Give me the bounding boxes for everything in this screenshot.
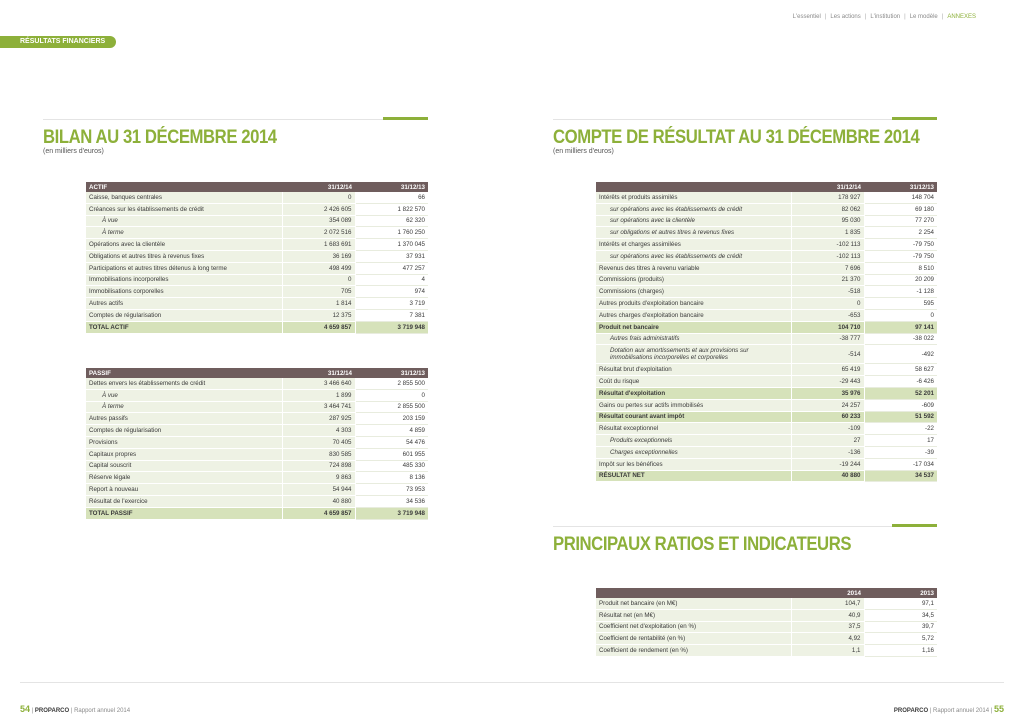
actif-table xyxy=(86,182,428,334)
nav-separator: | xyxy=(824,14,827,20)
row-label: Gains ou pertes sur actifs immobilisés xyxy=(596,399,791,411)
value-previous: 69 180 xyxy=(864,203,937,215)
bilan-title: BILAN AU 31 DÉCEMBRE 2014 xyxy=(43,127,277,148)
value-previous: 39,7 xyxy=(864,621,937,633)
value-previous: 4 xyxy=(355,274,428,286)
row-label: Produit net bancaire (en M€) xyxy=(596,598,791,609)
row-label: À terme xyxy=(86,227,282,239)
row-label: Obligations et autres titres à revenus fixes xyxy=(86,250,282,262)
row-label: Charges exceptionnelles xyxy=(596,446,791,458)
row-label: Résultat brut d'exploitation xyxy=(596,364,791,376)
value-current: 2 072 516 xyxy=(282,227,355,239)
table-row xyxy=(86,507,428,519)
table-row xyxy=(86,484,428,496)
footer-left xyxy=(20,704,130,714)
nav-item-annexes[interactable]: ANNEXES xyxy=(947,14,976,20)
table-row xyxy=(86,227,428,239)
value-previous: 3 719 xyxy=(355,298,428,310)
table-row xyxy=(596,435,937,447)
row-label: Coût du risque xyxy=(596,376,791,388)
nav-separator: | xyxy=(864,14,867,20)
row-label: Caisse, banques centrales xyxy=(86,192,282,203)
value-current: 27 xyxy=(791,435,864,447)
nav-separator: | xyxy=(941,14,944,20)
table-row xyxy=(596,274,937,286)
value-previous: 37 931 xyxy=(355,250,428,262)
value-previous: 62 320 xyxy=(355,215,428,227)
value-previous: 51 592 xyxy=(864,411,937,423)
passif-header-label: PASSIF xyxy=(86,368,282,378)
value-previous: 73 953 xyxy=(355,484,428,496)
value-previous: 58 627 xyxy=(864,364,937,376)
title-accent xyxy=(383,117,428,120)
value-previous: 8 136 xyxy=(355,472,428,484)
bilan-subtitle: (en milliers d'euros) xyxy=(43,148,104,155)
table-row xyxy=(86,239,428,251)
value-current: 104,7 xyxy=(791,598,864,609)
value-previous: 34 536 xyxy=(355,495,428,507)
row-label: Dotation aux amortissements et aux provisions sur immobilisations incorporelles et corporelles xyxy=(596,345,791,364)
footer-rule xyxy=(20,682,1004,683)
table-row xyxy=(596,621,937,633)
value-current: 60 233 xyxy=(791,411,864,423)
value-current: 354 089 xyxy=(282,215,355,227)
value-current: 498 499 xyxy=(282,262,355,274)
value-previous: 974 xyxy=(355,286,428,298)
row-label: Autres frais administratifs xyxy=(596,333,791,345)
table-row xyxy=(596,645,937,657)
value-current: 65 419 xyxy=(791,364,864,376)
row-label: À vue xyxy=(86,389,282,401)
value-current: 1 835 xyxy=(791,227,864,239)
value-previous: 595 xyxy=(864,298,937,310)
ratios-header-2014: 2014 xyxy=(791,588,864,598)
value-current: -102 113 xyxy=(791,250,864,262)
value-current: 24 257 xyxy=(791,399,864,411)
row-label: Commissions (produits) xyxy=(596,274,791,286)
table-row xyxy=(86,460,428,472)
table-row xyxy=(596,250,937,262)
table-row xyxy=(86,309,428,321)
actif-header-label: ACTIF xyxy=(86,182,282,192)
value-previous: -17 034 xyxy=(864,458,937,470)
table-row xyxy=(86,215,428,227)
table-row xyxy=(596,399,937,411)
value-current: 1 683 691 xyxy=(282,239,355,251)
row-label: À terme xyxy=(86,401,282,413)
value-previous: -6 426 xyxy=(864,376,937,388)
value-current: 9 863 xyxy=(282,472,355,484)
value-current: -109 xyxy=(791,423,864,435)
value-current: 95 030 xyxy=(791,215,864,227)
table-row xyxy=(596,286,937,298)
value-current: 1 899 xyxy=(282,389,355,401)
value-current: 1 814 xyxy=(282,298,355,310)
value-previous: 1 822 570 xyxy=(355,203,428,215)
table-row xyxy=(86,286,428,298)
compte-table xyxy=(596,182,937,482)
footer-separator: | xyxy=(990,708,993,714)
row-label: Créances sur les établissements de crédit xyxy=(86,203,282,215)
row-label: Participations et autres titres détenus à long terme xyxy=(86,262,282,274)
value-current: -514 xyxy=(791,345,864,364)
value-current: 4 303 xyxy=(282,425,355,437)
row-label: Autres actifs xyxy=(86,298,282,310)
ratios-header-2013: 2013 xyxy=(864,588,937,598)
table-row xyxy=(86,250,428,262)
value-current: -102 113 xyxy=(791,239,864,251)
value-current: -136 xyxy=(791,446,864,458)
value-current: 36 169 xyxy=(282,250,355,262)
table-row xyxy=(596,387,937,399)
row-label: Report à nouveau xyxy=(86,484,282,496)
row-label: Autres produits d'exploitation bancaire xyxy=(596,298,791,310)
value-current: 35 976 xyxy=(791,387,864,399)
row-label: TOTAL ACTIF xyxy=(86,321,282,333)
value-previous: 5,72 xyxy=(864,633,937,645)
row-label: Revenus des titres à revenu variable xyxy=(596,262,791,274)
table-row xyxy=(596,376,937,388)
table-row xyxy=(596,411,937,423)
value-current: 705 xyxy=(282,286,355,298)
title-accent xyxy=(892,524,937,527)
value-current: -19 244 xyxy=(791,458,864,470)
footer-separator: | xyxy=(31,708,34,714)
value-previous: 148 704 xyxy=(864,192,937,203)
nav-item-institution[interactable]: L'institution xyxy=(870,14,901,20)
value-previous: 52 201 xyxy=(864,387,937,399)
value-previous: 34 537 xyxy=(864,470,937,482)
value-current: 37,5 xyxy=(791,621,864,633)
table-row xyxy=(86,413,428,425)
value-previous: 1,16 xyxy=(864,645,937,657)
value-current: 3 464 741 xyxy=(282,401,355,413)
row-label: Capital souscrit xyxy=(86,460,282,472)
value-previous: -22 xyxy=(864,423,937,435)
row-label: Réserve légale xyxy=(86,472,282,484)
table-row xyxy=(86,298,428,310)
table-row xyxy=(86,192,428,203)
value-current: 0 xyxy=(282,192,355,203)
row-label: Dettes envers les établissements de crédit xyxy=(86,378,282,389)
value-current: 4,92 xyxy=(791,633,864,645)
nav-item-essentiel[interactable]: L'essentiel xyxy=(792,14,821,20)
table-row xyxy=(596,458,937,470)
row-label: Commissions (charges) xyxy=(596,286,791,298)
table-row xyxy=(596,227,937,239)
value-previous: -1 128 xyxy=(864,286,937,298)
value-current: 0 xyxy=(282,274,355,286)
table-row xyxy=(86,436,428,448)
row-label: Résultat d'exploitation xyxy=(596,387,791,399)
footer-separator: | xyxy=(929,708,932,714)
title-rule xyxy=(43,119,428,120)
value-current: 12 375 xyxy=(282,309,355,321)
row-label: sur obligations et autres titres à revenus fixes xyxy=(596,227,791,239)
value-previous: 4 859 xyxy=(355,425,428,437)
top-navigation xyxy=(793,14,976,20)
passif-header-2014: 31/12/14 xyxy=(282,368,355,378)
value-current: 4 659 857 xyxy=(282,507,355,519)
value-current: 830 585 xyxy=(282,448,355,460)
compte-header-label xyxy=(596,182,791,192)
value-current: 54 944 xyxy=(282,484,355,496)
table-row xyxy=(86,472,428,484)
value-previous: 97,1 xyxy=(864,598,937,609)
table-row xyxy=(596,423,937,435)
title-rule xyxy=(553,526,937,527)
row-label: Provisions xyxy=(86,436,282,448)
nav-item-actions[interactable]: Les actions xyxy=(830,14,861,20)
ratios-header-label xyxy=(596,588,791,598)
table-row xyxy=(86,448,428,460)
row-label: sur opérations avec les établissements de crédit xyxy=(596,203,791,215)
table-row xyxy=(86,203,428,215)
value-previous: 17 xyxy=(864,435,937,447)
table-row xyxy=(596,345,937,364)
row-label: Coefficient de rendement (en %) xyxy=(596,645,791,657)
value-previous: 66 xyxy=(355,192,428,203)
table-row xyxy=(596,364,937,376)
value-current: 40 880 xyxy=(791,470,864,482)
table-row xyxy=(86,495,428,507)
value-previous: 2 855 500 xyxy=(355,378,428,389)
table-row xyxy=(596,262,937,274)
value-previous: -79 750 xyxy=(864,250,937,262)
row-label: Résultat exceptionnel xyxy=(596,423,791,435)
table-row xyxy=(596,239,937,251)
row-label: Coefficient net d'exploitation (en %) xyxy=(596,621,791,633)
value-previous: -38 022 xyxy=(864,333,937,345)
value-current: 21 370 xyxy=(791,274,864,286)
row-label: Immobilisations corporelles xyxy=(86,286,282,298)
row-label: RÉSULTAT NET xyxy=(596,470,791,482)
value-current: -518 xyxy=(791,286,864,298)
row-label: sur opérations avec la clientèle xyxy=(596,215,791,227)
value-current: 4 659 857 xyxy=(282,321,355,333)
table-row xyxy=(596,633,937,645)
ratios-table xyxy=(596,588,937,657)
actif-header-2014: 31/12/14 xyxy=(282,182,355,192)
table-row xyxy=(596,215,937,227)
value-previous: 0 xyxy=(864,309,937,321)
row-label: Capitaux propres xyxy=(86,448,282,460)
value-current: 3 466 640 xyxy=(282,378,355,389)
ratios-title: PRINCIPAUX RATIOS ET INDICATEURS xyxy=(553,534,852,555)
value-previous: 3 719 948 xyxy=(355,321,428,333)
value-previous: 34,5 xyxy=(864,609,937,621)
row-label: À vue xyxy=(86,215,282,227)
value-previous: 97 141 xyxy=(864,321,937,333)
compte-header-2014: 31/12/14 xyxy=(791,182,864,192)
value-previous: 477 257 xyxy=(355,262,428,274)
table-row xyxy=(86,378,428,389)
actif-header-2013: 31/12/13 xyxy=(355,182,428,192)
row-label: Autres passifs xyxy=(86,413,282,425)
value-previous: 601 955 xyxy=(355,448,428,460)
value-previous: 0 xyxy=(355,389,428,401)
value-previous: 485 330 xyxy=(355,460,428,472)
row-label: TOTAL PASSIF xyxy=(86,507,282,519)
value-current: 1,1 xyxy=(791,645,864,657)
section-tab: RÉSULTATS FINANCIERS xyxy=(0,36,116,48)
value-previous: 8 510 xyxy=(864,262,937,274)
footer-brand: PROPARCO xyxy=(34,708,70,714)
value-previous: 77 270 xyxy=(864,215,937,227)
value-current: 7 696 xyxy=(791,262,864,274)
nav-item-modele[interactable]: Le modèle xyxy=(909,14,938,20)
value-current: -38 777 xyxy=(791,333,864,345)
row-label: Autres charges d'exploitation bancaire xyxy=(596,309,791,321)
row-label: Produits exceptionnels xyxy=(596,435,791,447)
row-label: sur opérations avec les établissements de crédit xyxy=(596,250,791,262)
nav-separator: | xyxy=(904,14,906,20)
value-previous: -79 750 xyxy=(864,239,937,251)
row-label: Opérations avec la clientèle xyxy=(86,239,282,251)
value-previous: 2 254 xyxy=(864,227,937,239)
row-label: Résultat net (en M€) xyxy=(596,609,791,621)
value-current: 178 927 xyxy=(791,192,864,203)
row-label: Résultat courant avant impôt xyxy=(596,411,791,423)
passif-header-2013: 31/12/13 xyxy=(355,368,428,378)
footer-right xyxy=(894,704,1004,714)
value-previous: -492 xyxy=(864,345,937,364)
table-row xyxy=(596,609,937,621)
row-label: Coefficient de rentabilité (en %) xyxy=(596,633,791,645)
row-label: Produit net bancaire xyxy=(596,321,791,333)
compte-subtitle: (en milliers d'euros) xyxy=(553,148,614,155)
title-rule xyxy=(553,119,937,120)
table-row xyxy=(596,321,937,333)
footer-report: Rapport annuel 2014 xyxy=(74,708,131,714)
table-row xyxy=(596,298,937,310)
value-current: 104 710 xyxy=(791,321,864,333)
value-previous: -609 xyxy=(864,399,937,411)
value-previous: 7 381 xyxy=(355,309,428,321)
value-previous: 20 209 xyxy=(864,274,937,286)
value-current: 40 880 xyxy=(282,495,355,507)
compte-title: COMPTE DE RÉSULTAT AU 31 DÉCEMBRE 2014 xyxy=(553,127,920,148)
footer-separator: | xyxy=(70,708,73,714)
table-row xyxy=(86,389,428,401)
table-row xyxy=(596,446,937,458)
value-previous: -39 xyxy=(864,446,937,458)
page-number-left: 54 xyxy=(20,704,31,714)
compte-header-2013: 31/12/13 xyxy=(864,182,937,192)
table-row xyxy=(596,203,937,215)
value-previous: 203 159 xyxy=(355,413,428,425)
value-previous: 1 760 250 xyxy=(355,227,428,239)
value-current: -653 xyxy=(791,309,864,321)
row-label: Immobilisations incorporelles xyxy=(86,274,282,286)
passif-table xyxy=(86,368,428,520)
value-current: -29 443 xyxy=(791,376,864,388)
value-previous: 2 855 500 xyxy=(355,401,428,413)
value-current: 287 925 xyxy=(282,413,355,425)
table-row xyxy=(86,262,428,274)
table-row xyxy=(596,333,937,345)
value-current: 82 062 xyxy=(791,203,864,215)
value-current: 2 426 605 xyxy=(282,203,355,215)
table-row xyxy=(86,401,428,413)
row-label: Impôt sur les bénéfices xyxy=(596,458,791,470)
table-row xyxy=(596,470,937,482)
value-current: 70 405 xyxy=(282,436,355,448)
table-row xyxy=(86,321,428,333)
table-row xyxy=(86,425,428,437)
value-current: 40,9 xyxy=(791,609,864,621)
row-label: Comptes de régularisation xyxy=(86,425,282,437)
value-previous: 1 370 045 xyxy=(355,239,428,251)
value-current: 724 898 xyxy=(282,460,355,472)
value-previous: 3 719 948 xyxy=(355,507,428,519)
table-row xyxy=(596,309,937,321)
footer-brand: PROPARCO xyxy=(893,708,929,714)
table-row xyxy=(596,598,937,609)
row-label: Intérêts et produits assimilés xyxy=(596,192,791,203)
row-label: Comptes de régularisation xyxy=(86,309,282,321)
value-previous: 54 476 xyxy=(355,436,428,448)
value-current: 0 xyxy=(791,298,864,310)
page-number-right: 55 xyxy=(993,704,1004,714)
footer-report: Rapport annuel 2014 xyxy=(933,708,990,714)
row-label: Résultat de l'exercice xyxy=(86,495,282,507)
title-accent xyxy=(892,117,937,120)
row-label: Intérêts et charges assimilées xyxy=(596,239,791,251)
table-row xyxy=(86,274,428,286)
table-row xyxy=(596,192,937,203)
